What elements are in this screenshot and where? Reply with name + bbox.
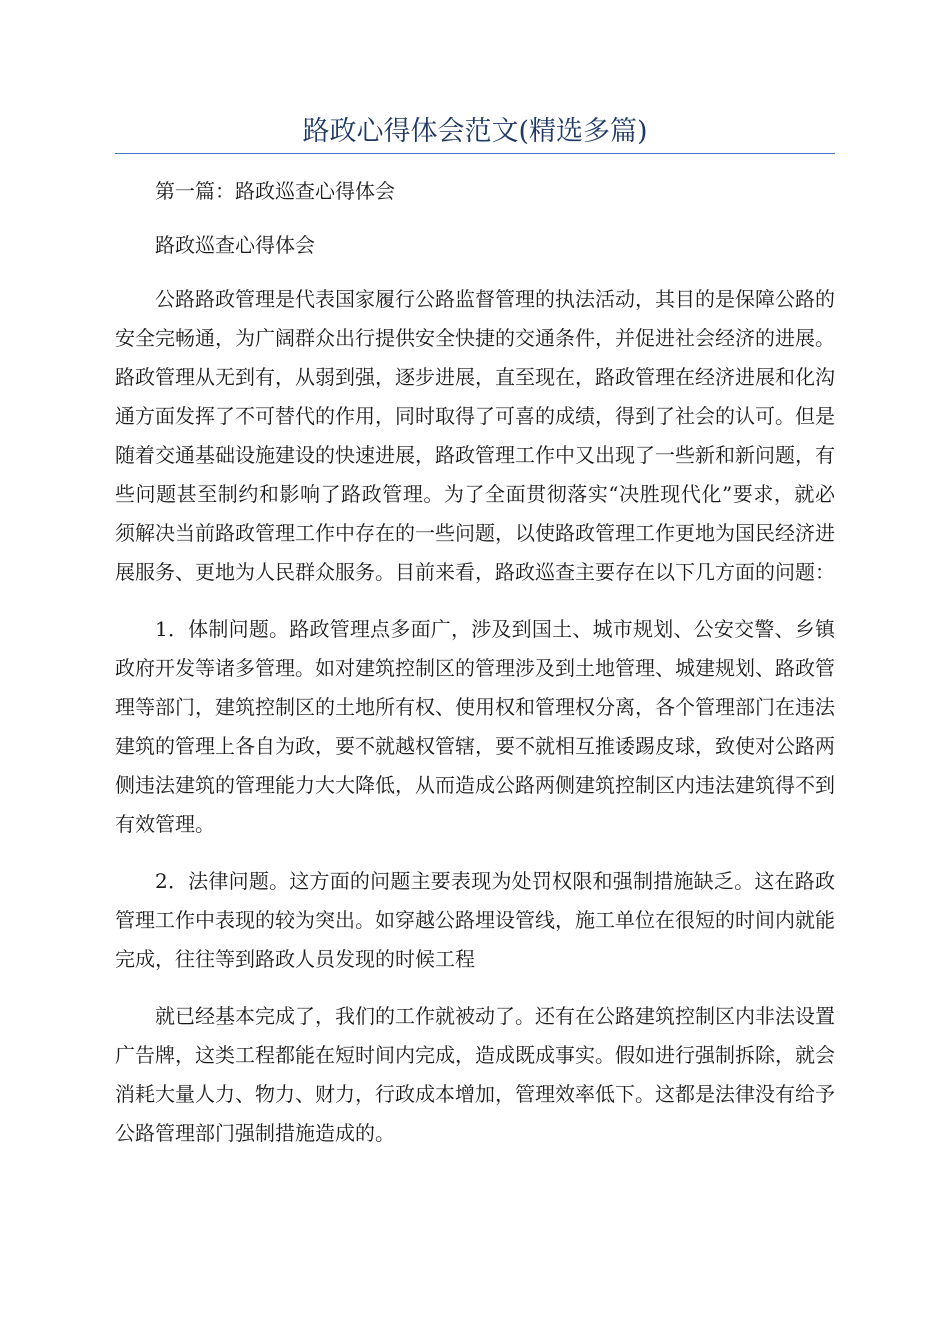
body-paragraph: 公路路政管理是代表国家履行公路监督管理的执法活动，其目的是保障公路的安全完畅通，为广阔群众出行提供安全快捷的交通条件，并促进社会经济的进展。路政管理从无到有，从弱到强，逐步进展，直至现在，路政管理在经济进展和化沟通方面发挥了不可替代的作用，同时取得了可喜的成绩，得到了社会的认可。但是随着交通基础设施建设的快速进展，路政管理工作中又出现了一些新和新问题，有些问题甚至制约和影响了路政管理。为了全面贯彻落实“决胜现代化”要求，就必须解决当前路政管理工作中存在的一些问题，以使路政管理工作更地为国民经济进展服务、更地为人民群众服务。目前来看，路政巡查主要存在以下几方面的问题：: [115, 287, 835, 584]
document-title: 路政心得体会范文(精选多篇): [302, 116, 648, 147]
title-underline: [115, 153, 835, 154]
document-body: [115, 172, 835, 1153]
section-heading: 第一篇：路政巡查心得体会: [155, 179, 395, 203]
body-paragraph: 2．法律问题。这方面的问题主要表现为处罚权限和强制措施缺乏。这在路政管理工作中表现的较为突出。如穿越公路埋设管线，施工单位在很短的时间内就能完成，往往等到路政人员发现的时候工程: [115, 869, 835, 971]
article-heading: 路政巡查心得体会: [155, 233, 315, 257]
body-paragraph: 1．体制问题。路政管理点多面广，涉及到国土、城市规划、公安交警、乡镇政府开发等诸多管理。如对建筑控制区的管理涉及到土地管理、城建规划、路政管理等部门，建筑控制区的土地所有权、使用权和管理权分离，各个管理部门在违法建筑的管理上各自为政，要不就越权管辖，要不就相互推诿踢皮球，致使对公路两侧违法建筑的管理能力大大降低，从而造成公路两侧建筑控制区内违法建筑得不到有效管理。: [115, 617, 835, 836]
body-paragraph: 就已经基本完成了，我们的工作就被动了。还有在公路建筑控制区内非法设置广告牌，这类工程都能在短时间内完成，造成既成事实。假如进行强制拆除，就会消耗大量人力、物力、财力，行政成本增加，管理效率低下。这都是法律没有给予公路管理部门强制措施造成的。: [115, 1004, 835, 1145]
